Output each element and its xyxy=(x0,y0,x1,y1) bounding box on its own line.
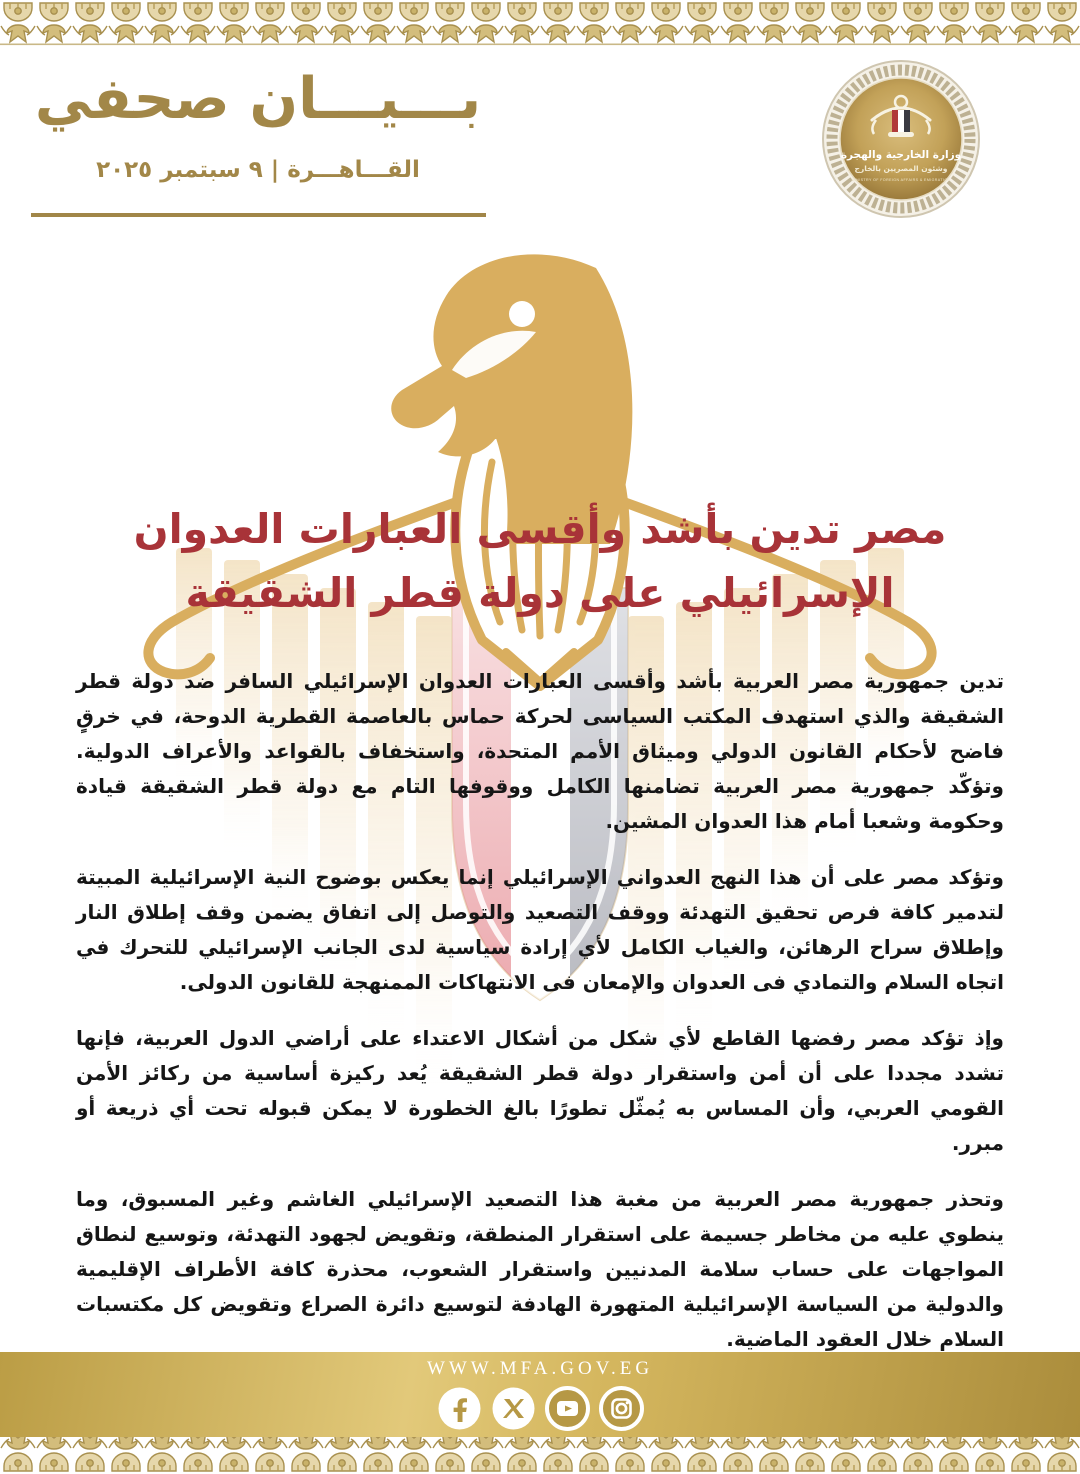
statement-type-heading: بـــيـــان صحفي xyxy=(34,66,482,132)
footer-bar xyxy=(0,1352,1080,1437)
statement-title: مصر تدين بأشد وأقسى العبارات العدوان الإسرائيلي على دولة قطر الشقيقة xyxy=(133,505,947,617)
svg-text:MINISTRY OF FOREIGN AFFAIRS &: MINISTRY OF FOREIGN AFFAIRS & EMIGRATION xyxy=(851,178,951,182)
bottom-ornamental-border xyxy=(0,1437,1080,1474)
paragraph-4: وتحذر جمهورية مصر العربية من مغبة هذا التصعيد الإسرائيلي الغاشم وغير المسبوق، وما ينطوي عليه من مخاطر جسيمة على استقرار المنطقة، وتقويض لجهود التهدئة، وتوسيع لنطاق المواجهات على حساب سلامة المدنيين واستقرار الشعوب، محذرة كافة الأطراف الإقليمية والدولية من السياسة الإسرائيلية المتهورة الهادفة لتوسيع دائرة الصراع وتقويض كل مكتسبات السلام خلال العقود الماضية. xyxy=(76,1187,1004,1351)
instagram-icon[interactable] xyxy=(599,1386,644,1431)
paragraph-1: تدين جمهورية مصر العربية بأشد وأقسى العبارات العدوان الإسرائيلي السافر ضد دولة قطر الشقيقة والذي استهدف المكتب السياسى لحركة حماس بالعاصمة القطرية الدوحة، في خرقٍ فاضح لأحكام القانون الدولي وميثاق الأمم المتحدة، واستخفاف بالقواعد والأعراف الدولية. وتؤكّد جمهورية مصر العربية تضامنها الكامل ووقوفها التام مع دولة قطر الشقيقة قيادة وحكومة وشعبا أمام هذا العدوان المشين. xyxy=(76,669,1004,833)
ministry-seal xyxy=(820,58,982,220)
dateline: القـــاهـــرة | ٩ سبتمبر ٢٠٢٥ xyxy=(96,156,420,183)
website-url[interactable]: WWW.MFA.GOV.EG xyxy=(426,1358,654,1379)
top-ornamental-border xyxy=(0,0,1080,46)
paragraph-2: وتؤكد مصر على أن هذا النهج العدواني الإسرائيلي إنما يعكس بوضوح النية الإسرائيلية المبيتة لتدمير كافة فرص تحقيق التهدئة ووقف التصعيد والتوصل إلى اتفاق يضمن وقف إطلاق النار وإطلاق سراح الرهائن، والغياب الكامل لأي إرادة سياسية لدى الجانب الإسرائيلي للتحرك في اتجاه السلام والتمادي فى العدوان والإمعان فى الانتهاكات الممنهجة للقانون الدولى. xyxy=(76,865,1004,994)
youtube-icon[interactable] xyxy=(545,1386,590,1431)
svg-text:وشئون المصريين بالخارج: وشئون المصريين بالخارج xyxy=(854,164,948,173)
svg-text:وزارة الخارجية والهجرة: وزارة الخارجية والهجرة xyxy=(840,149,962,161)
x-icon[interactable] xyxy=(491,1386,536,1431)
paragraph-3: وإذ تؤكد مصر رفضها القاطع لأي شكل من أشكال الاعتداء على أراضي الدول العربية، فإنها تشدد مجددا على أن أمن واستقرار دولة قطر الشقيقة يُعد ركيزة أساسية من ركائز الأمن القومي العربي، وأن المساس به يُمثّل تطورًا بالغ الخطورة لا يمكن قبوله تحت أي ذريعة أو مبرر. xyxy=(76,1026,1004,1155)
facebook-icon[interactable] xyxy=(437,1386,482,1431)
masthead-rule xyxy=(31,213,486,217)
statement-body xyxy=(76,664,1004,1378)
masthead xyxy=(28,68,488,225)
social-icons-row xyxy=(437,1386,644,1431)
